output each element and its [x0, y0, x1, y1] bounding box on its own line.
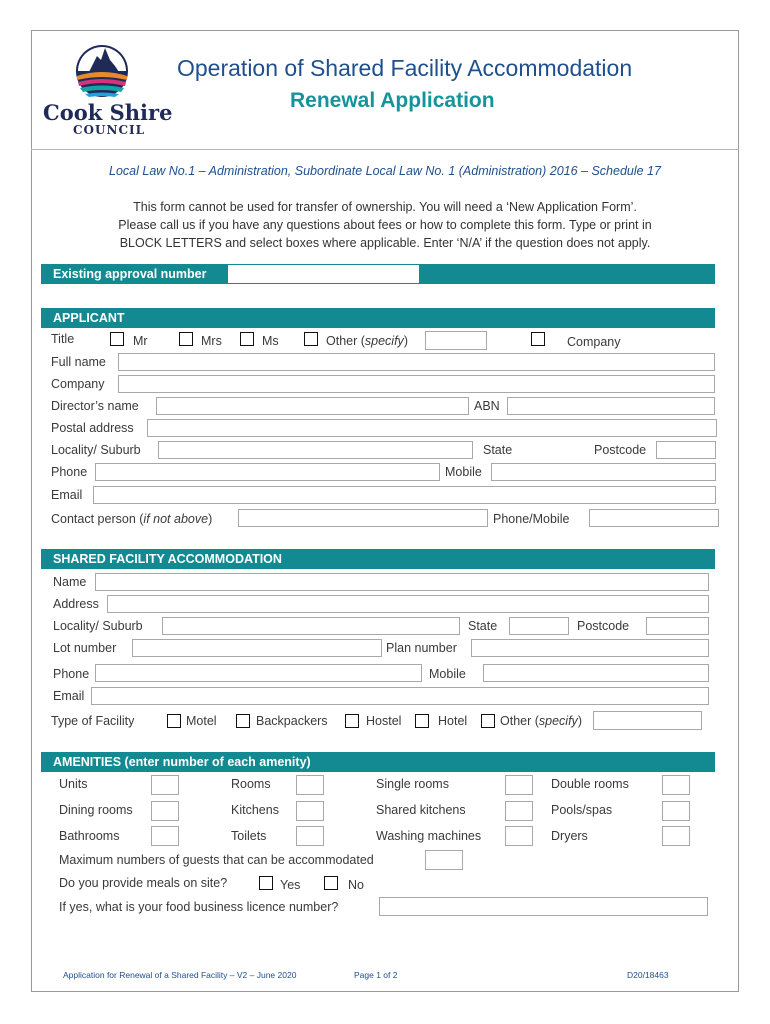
amenities-heading: AMENITIES (enter number of each amenity)	[53, 755, 311, 769]
postal-address-input[interactable]	[147, 419, 717, 437]
footer-page-number: Page 1 of 2	[354, 970, 398, 980]
existing-approval-input[interactable]	[228, 265, 419, 283]
dining-rooms-input[interactable]	[151, 801, 179, 821]
postcode-input[interactable]	[656, 441, 716, 459]
type-motel-label: Motel	[186, 714, 217, 728]
title-mrs-checkbox[interactable]	[179, 332, 193, 346]
double-rooms-label: Double rooms	[551, 777, 629, 791]
contact-person-label: Contact person (if not above)	[51, 512, 213, 526]
facility-name-input[interactable]	[95, 573, 709, 591]
washing-machines-input[interactable]	[505, 826, 533, 846]
contact-phone-label: Phone/Mobile	[493, 512, 570, 526]
plan-number-input[interactable]	[471, 639, 709, 657]
title-ms-label: Ms	[262, 334, 279, 348]
type-hostel-label: Hostel	[366, 714, 402, 728]
bathrooms-label: Bathrooms	[59, 829, 120, 843]
meals-yes-label: Yes	[280, 878, 301, 892]
title-company-label: Company	[567, 335, 621, 349]
directors-name-input[interactable]	[156, 397, 469, 415]
facility-postcode-label: Postcode	[577, 619, 630, 633]
postal-address-label: Postal address	[51, 421, 134, 435]
title-company-checkbox[interactable]	[531, 332, 545, 346]
facility-phone-input[interactable]	[95, 664, 422, 682]
type-backpackers-checkbox[interactable]	[236, 714, 250, 728]
page-title: Operation of Shared Facility Accommodation	[177, 55, 633, 81]
amenities-section-header	[41, 752, 715, 772]
type-hostel-checkbox[interactable]	[345, 714, 359, 728]
type-hotel-checkbox[interactable]	[415, 714, 429, 728]
meals-yes-checkbox[interactable]	[259, 876, 273, 890]
single-rooms-input[interactable]	[505, 775, 533, 795]
type-backpackers-label: Backpackers	[256, 714, 328, 728]
shared-kitchens-input[interactable]	[505, 801, 533, 821]
washing-machines-label: Washing machines	[376, 829, 482, 843]
lot-number-label: Lot number	[53, 641, 117, 655]
facility-address-label: Address	[53, 597, 99, 611]
title-mrs-label: Mrs	[201, 334, 222, 348]
title-other-input[interactable]	[425, 331, 487, 350]
directors-name-label: Director’s name	[51, 399, 139, 413]
dryers-input[interactable]	[662, 826, 690, 846]
page-subtitle: Renewal Application	[290, 89, 495, 112]
facility-postcode-input[interactable]	[646, 617, 709, 635]
intro-line-1: This form cannot be used for transfer of ownership. You will need a ‘New Application Form’.	[133, 200, 637, 214]
footer-reference: D20/18463	[627, 970, 669, 980]
double-rooms-input[interactable]	[662, 775, 690, 795]
logo-council: COUNCIL	[73, 123, 146, 137]
shared-kitchens-label: Shared kitchens	[376, 803, 466, 817]
state-label: State	[483, 443, 513, 457]
toilets-input[interactable]	[296, 826, 324, 846]
type-other-checkbox[interactable]	[481, 714, 495, 728]
intro-line-3: BLOCK LETTERS and select boxes where applicable. Enter ‘N/A’ if the question does not apply.	[119, 236, 651, 250]
bathrooms-input[interactable]	[151, 826, 179, 846]
title-mr-checkbox[interactable]	[110, 332, 124, 346]
max-guests-input[interactable]	[425, 850, 463, 870]
contact-person-input[interactable]	[238, 509, 488, 527]
intro-line-2: Please call us if you have any questions about fees or how to complete this form. Type or print in	[118, 218, 652, 232]
facility-locality-input[interactable]	[162, 617, 460, 635]
toilets-label: Toilets	[231, 829, 267, 843]
lot-number-input[interactable]	[132, 639, 382, 657]
existing-approval-label: Existing approval number	[53, 267, 207, 281]
company-input[interactable]	[118, 375, 715, 393]
meals-no-label: No	[348, 878, 364, 892]
mobile-label: Mobile	[445, 465, 482, 479]
facility-phone-label: Phone	[53, 667, 90, 681]
title-label: Title	[51, 332, 75, 346]
facility-address-input[interactable]	[107, 595, 709, 613]
facility-state-label: State	[468, 619, 498, 633]
phone-label: Phone	[51, 465, 88, 479]
dryers-label: Dryers	[551, 829, 588, 843]
title-mr-label: Mr	[133, 334, 148, 348]
rooms-input[interactable]	[296, 775, 324, 795]
email-input[interactable]	[93, 486, 716, 504]
council-emblem-icon	[75, 38, 129, 100]
single-rooms-label: Single rooms	[376, 777, 449, 791]
facility-name-label: Name	[53, 575, 87, 589]
plan-number-label: Plan number	[386, 641, 457, 655]
company-label: Company	[51, 377, 105, 391]
abn-input[interactable]	[507, 397, 715, 415]
facility-state-input[interactable]	[509, 617, 569, 635]
full-name-label: Full name	[51, 355, 106, 369]
facility-type-label: Type of Facility	[51, 714, 135, 728]
facility-heading: SHARED FACILITY ACCOMMODATION	[53, 552, 282, 566]
units-label: Units	[59, 777, 88, 791]
facility-section-header	[41, 549, 715, 569]
kitchens-label: Kitchens	[231, 803, 279, 817]
facility-mobile-label: Mobile	[429, 667, 466, 681]
title-other-checkbox[interactable]	[304, 332, 318, 346]
type-other-input[interactable]	[593, 711, 702, 730]
facility-email-label: Email	[53, 689, 85, 703]
facility-email-input[interactable]	[91, 687, 709, 705]
type-other-label: Other (specify)	[500, 714, 582, 728]
kitchens-input[interactable]	[296, 801, 324, 821]
type-motel-checkbox[interactable]	[167, 714, 181, 728]
dining-rooms-label: Dining rooms	[59, 803, 133, 817]
email-label: Email	[51, 488, 83, 502]
footer-doc-title: Application for Renewal of a Shared Facility – V2 – June 2020	[63, 970, 297, 980]
facility-mobile-input[interactable]	[483, 664, 709, 682]
header-divider	[31, 149, 739, 150]
locality-label: Locality/ Suburb	[51, 443, 141, 457]
meals-no-checkbox[interactable]	[324, 876, 338, 890]
phone-input[interactable]	[95, 463, 440, 481]
meals-question-label: Do you provide meals on site?	[59, 876, 228, 890]
licence-question-label: If yes, what is your food business licence number?	[59, 900, 339, 914]
max-guests-label: Maximum numbers of guests that can be accommodated	[59, 853, 374, 867]
type-hotel-label: Hotel	[438, 714, 468, 728]
units-input[interactable]	[151, 775, 179, 795]
law-reference: Local Law No.1 – Administration, Subordinate Local Law No. 1 (Administration) 2016 – Schedule 17	[109, 164, 661, 178]
postcode-label: Postcode	[594, 443, 647, 457]
mobile-input[interactable]	[491, 463, 716, 481]
rooms-label: Rooms	[231, 777, 271, 791]
title-other-label: Other (specify)	[326, 334, 408, 348]
licence-number-input[interactable]	[379, 897, 708, 916]
applicant-heading: APPLICANT	[53, 311, 125, 325]
pools-spas-label: Pools/spas	[551, 803, 613, 817]
facility-locality-label: Locality/ Suburb	[53, 619, 143, 633]
abn-label: ABN	[474, 399, 500, 413]
contact-phone-input[interactable]	[589, 509, 719, 527]
pools-spas-input[interactable]	[662, 801, 690, 821]
title-ms-checkbox[interactable]	[240, 332, 254, 346]
locality-input[interactable]	[158, 441, 473, 459]
logo-name: Cook Shire	[43, 100, 173, 125]
full-name-input[interactable]	[118, 353, 715, 371]
applicant-section-header	[41, 308, 715, 328]
